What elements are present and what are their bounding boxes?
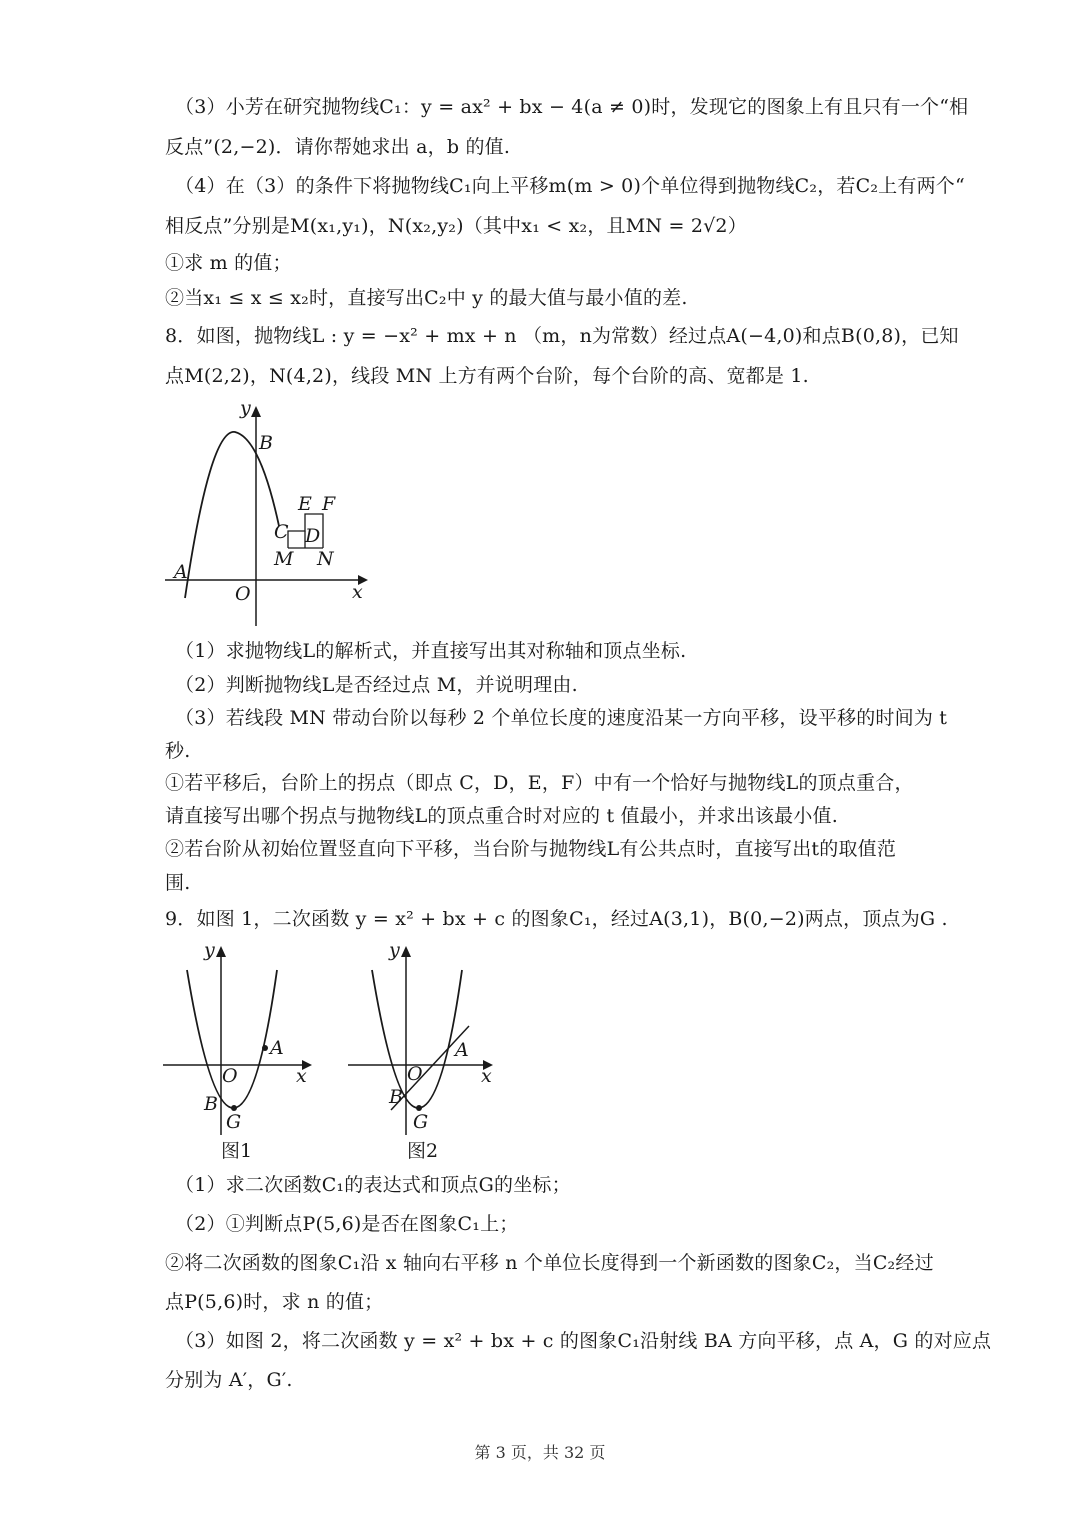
label-C: C — [274, 521, 289, 543]
page-footer: 第 3 页，共 32 页 — [474, 1443, 606, 1462]
q7-part3-line2: 反点”(2,−2)．请你帮她求出 a，b 的值. — [165, 136, 511, 158]
label-A: A — [174, 561, 188, 583]
label-D: D — [305, 525, 321, 547]
q8-sub2-line2: 围. — [165, 872, 191, 894]
q8-figure — [160, 398, 380, 633]
label-B: B — [259, 432, 273, 454]
label-G: G — [413, 1111, 429, 1133]
label-y: y — [240, 398, 251, 419]
q7-part4-line1: （4）在（3）的条件下将抛物线C₁向上平移m(m > 0)个单位得到抛物线C₂，若C₂上有两个“ — [175, 175, 965, 197]
y-axis-arrow — [251, 406, 261, 417]
q9-figure-2 — [345, 940, 505, 1165]
q8-stem-line2: 点M(2,2)，N(4,2)，线段 MN 上方有两个台阶，每个台阶的高、宽都是 1. — [165, 365, 809, 387]
q7-part3-line1: （3）小芳在研究抛物线C₁：y = ax² + bx − 4(a ≠ 0)时，发现它的图象上有且只有一个“相 — [175, 96, 969, 118]
label-F: F — [322, 493, 336, 515]
q9-part3-line1: （3）如图 2，将二次函数 y = x² + bx + c 的图象C₁沿射线 BA 方向平移，点 A，G 的对应点 — [175, 1330, 992, 1352]
q9-part2: （2）①判断点P(5,6)是否在图象C₁上； — [175, 1213, 519, 1235]
q9-part3-line2: 分别为 A′，G′. — [165, 1369, 293, 1391]
q7-sub1: ①求 m 的值； — [165, 252, 292, 274]
q8-sub2-line1: ②若台阶从初始位置竖直向下平移，当台阶与抛物线L有公共点时，直接写出t的取值范 — [165, 838, 897, 860]
label-y: y — [204, 940, 215, 961]
caption: 图1 — [221, 1140, 253, 1162]
label-x: x — [481, 1065, 492, 1087]
q8-part3-line2: 秒. — [165, 740, 191, 762]
parabola-C1 — [372, 970, 462, 1108]
y-axis-arrow — [401, 946, 411, 957]
label-y: y — [389, 940, 400, 961]
q9-stem: 9．如图 1，二次函数 y = x² + bx + c 的图象C₁，经过A(3,1)，B(0,−2)两点，顶点为G . — [165, 908, 948, 930]
label-G: G — [226, 1111, 242, 1133]
y-axis-arrow — [216, 946, 226, 957]
label-x: x — [352, 581, 363, 603]
label-A: A — [455, 1039, 469, 1061]
q8-part3-line1: （3）若线段 MN 带动台阶以每秒 2 个单位长度的速度沿某一方向平移，设平移的时间为 t — [175, 707, 948, 729]
q8-sub1-line2: 请直接写出哪个拐点与抛物线L的顶点重合时对应的 t 值最小，并求出该最小值. — [165, 805, 838, 827]
q8-stem-line1: 8．如图，抛物线L : y = −x² + mx + n （m，n为常数）经过点A(−4,0)和点B(0,8)，已知 — [165, 325, 959, 347]
label-O: O — [222, 1065, 238, 1087]
q7-sub2: ②当x₁ ≤ x ≤ x₂时，直接写出C₂中 y 的最大值与最小值的差. — [165, 287, 688, 309]
q8-part2: （2）判断抛物线L是否经过点 M，并说明理由. — [175, 674, 578, 696]
point-A — [262, 1045, 268, 1051]
label-B: B — [204, 1093, 218, 1115]
label-N: N — [317, 548, 334, 570]
label-E: E — [298, 493, 312, 515]
q8-sub1-line1: ①若平移后，台阶上的拐点（即点 C，D，E，F）中有一个恰好与抛物线L的顶点重合， — [165, 772, 914, 794]
q8-part1: （1）求抛物线L的解析式，并直接写出其对称轴和顶点坐标. — [175, 640, 687, 662]
q7-part4-line2: 相反点”分别是M(x₁,y₁)，N(x₂,y₂)（其中x₁ < x₂，且MN = 2√2） — [165, 215, 747, 237]
label-B: B — [389, 1086, 403, 1108]
parabola-L — [185, 432, 279, 598]
label-O: O — [235, 583, 251, 605]
q9-part1: （1）求二次函数C₁的表达式和顶点G的坐标； — [175, 1174, 571, 1196]
label-A: A — [270, 1037, 284, 1059]
label-O: O — [407, 1063, 423, 1085]
label-M: M — [274, 548, 294, 570]
q9-sub2-line1: ②将二次函数的图象C₁沿 x 轴向右平移 n 个单位长度得到一个新函数的图象C₂，当C₂经过 — [165, 1252, 934, 1274]
caption: 图2 — [407, 1140, 439, 1162]
label-x: x — [296, 1065, 307, 1087]
q9-sub2-line2: 点P(5,6)时，求 n 的值； — [165, 1291, 384, 1313]
q9-figure-1 — [160, 940, 325, 1165]
parabola-C1 — [187, 970, 277, 1108]
